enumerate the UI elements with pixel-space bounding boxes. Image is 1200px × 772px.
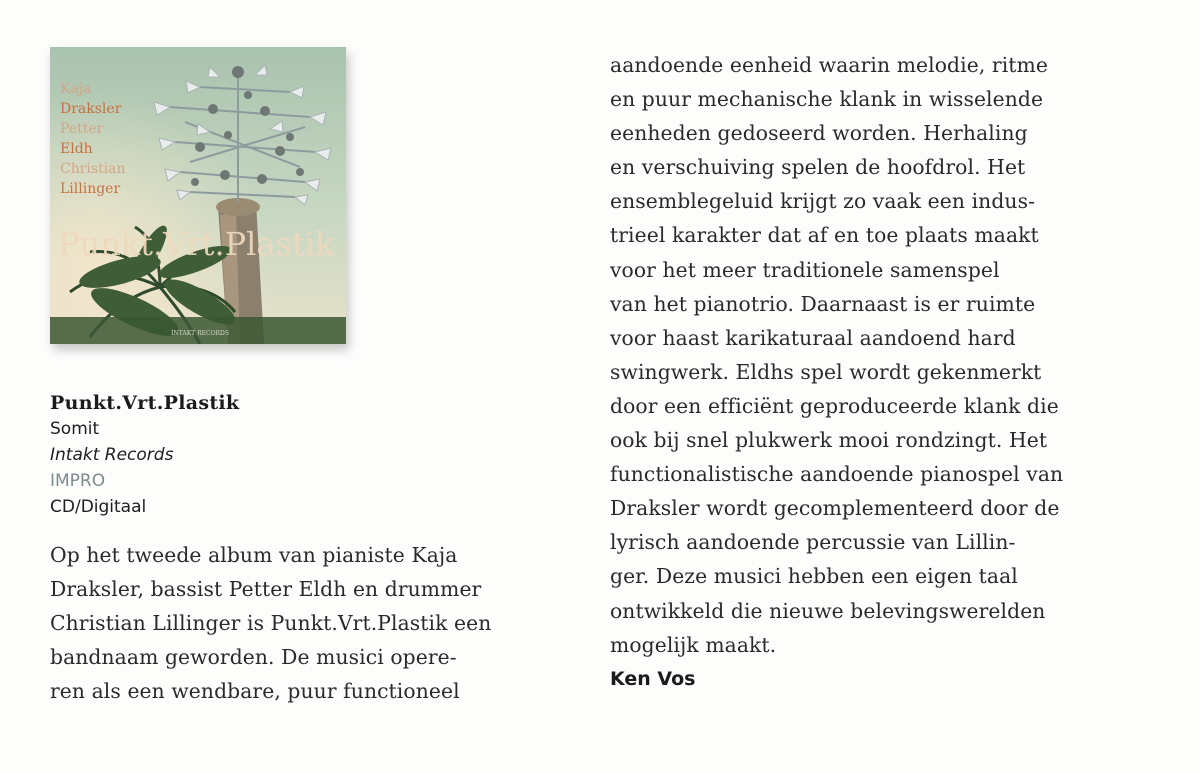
- review-line: van het pianotrio. Daarnaast is er ruimte: [610, 291, 1036, 316]
- cover-label-mark: INTAKT RECORDS: [171, 330, 229, 337]
- review-paragraph-start: [50, 538, 590, 708]
- cover-credit: Petter: [60, 121, 104, 137]
- review-line: ger. Deze musici hebben een eigen taal: [610, 564, 1018, 589]
- review-line: Christian Lillinger is Punkt.Vrt.Plastik een: [50, 611, 492, 636]
- album-label: Intakt Records: [50, 445, 174, 465]
- review-line: mogelijk maakt.: [610, 632, 777, 657]
- album-info: [50, 390, 239, 520]
- album-cover-art: [50, 47, 346, 344]
- review-line: swingwerk. Eldhs spel wordt gekenmerkt: [610, 359, 1042, 384]
- review-line: functionalistische aandoende pianospel van: [610, 462, 1064, 487]
- review-line: trieel karakter dat af en toe plaats maakt: [610, 223, 1039, 248]
- album-cover: [50, 47, 346, 344]
- review-line: en puur mechanische klank in wisselende: [610, 87, 1044, 112]
- review-line: Draksler wordt gecomplementeerd door de: [610, 496, 1060, 521]
- review-paragraph-continued: [610, 48, 1170, 662]
- review-line: en verschuiving spelen de hoofdrol. Het: [610, 155, 1026, 180]
- review-line: aandoende eenheid waarin melodie, ritme: [610, 53, 1048, 77]
- review-line: eenheden gedoseerd worden. Herhaling: [610, 121, 1028, 146]
- review-line: bandnaam geworden. De musici opere-: [50, 645, 457, 670]
- cover-credit: Kaja: [60, 81, 92, 97]
- review-author: Ken Vos: [610, 667, 696, 690]
- review-line: Draksler, bassist Petter Eldh en drummer: [50, 577, 482, 602]
- review-line: voor haast karikaturaal aandoend hard: [610, 325, 1016, 350]
- review-column-right: [610, 48, 1170, 696]
- review-line: Op het tweede album van pianiste Kaja: [50, 543, 458, 567]
- album-genre: IMPRO: [50, 471, 106, 491]
- cover-credit: Draksler: [60, 101, 122, 117]
- review-line: ensemblegeluid krijgt zo vaak een indus-: [610, 189, 1036, 214]
- review-line: ook bij snel plukwerk mooi rondzingt. Het: [610, 428, 1048, 453]
- album-artist: Somit: [50, 419, 100, 439]
- cover-credit: Christian: [60, 161, 126, 177]
- cover-credit: Eldh: [60, 141, 93, 157]
- review-line: ren als een wendbare, puur functioneel: [50, 679, 460, 704]
- review-line: door een efficiënt geproduceerde klank die: [610, 393, 1059, 418]
- review-line: ontwikkeld die nieuwe belevingswerelden: [610, 598, 1046, 623]
- album-format: CD/Digitaal: [50, 497, 147, 517]
- review-column-left: [50, 538, 590, 708]
- album-title: Punkt.Vrt.Plastik: [50, 392, 240, 414]
- review-line: voor het meer traditionele samenspel: [610, 257, 1000, 282]
- cover-credit: Lillinger: [60, 181, 121, 197]
- cover-title: Punkt.Vrt.Plastik: [58, 225, 335, 263]
- review-line: lyrisch aandoende percussie van Lillin-: [610, 530, 1016, 555]
